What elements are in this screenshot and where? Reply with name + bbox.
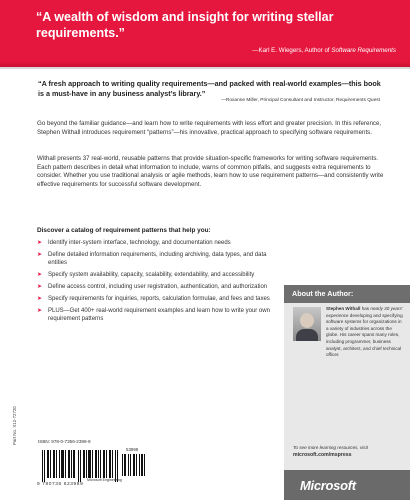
bullet-arrow-icon: ➤	[37, 308, 43, 315]
bullet-arrow-icon: ➤	[37, 252, 43, 259]
author-bio-prefix: has	[360, 306, 371, 311]
list-item	[37, 308, 277, 324]
banner-attribution-title: Software Requirements	[331, 47, 396, 54]
list-item	[37, 240, 277, 248]
banner-attribution-prefix: —Karl E. Wiegers, Author of	[252, 47, 332, 54]
barcode-digits: 9 780735 623989	[37, 482, 84, 487]
banner-divider	[0, 67, 410, 69]
banner-quote: “A wealth of wisdom and insight for writing stellar requirements.”	[36, 10, 334, 40]
list-item-text: Specify requirements for inquiries, reports, calculation formulae, and fees and taxes	[48, 296, 270, 303]
list-item	[37, 252, 277, 268]
isbn: ISBN: 978-0-7356-2398-9	[38, 439, 91, 444]
list-item	[37, 272, 277, 280]
author-heading: About the Author:	[292, 289, 354, 298]
author-bio-experience: nearly 30 years' experience	[326, 306, 403, 318]
bullet-arrow-icon: ➤	[37, 284, 43, 291]
intro-paragraph: Go beyond the familiar guidance—and learn how to write requirements with less effort and greater precision. In this reference, Stephen Withall introduces requirement “patterns”—his innovative, practical approach to specifying software requirements.	[37, 120, 382, 136]
banner-attribution	[252, 47, 396, 54]
list-item-text: Specify system availability, capacity, scalability, extendability, and accessibility	[48, 271, 255, 278]
review-quote: “A fresh approach to writing quality requirements—and packed with real-world examples—this book is a must-have in any business analyst’s library.”	[38, 79, 381, 98]
bullet-arrow-icon: ➤	[37, 240, 43, 246]
resources-note	[293, 445, 405, 458]
catalog-heading: Discover a catalog of requirement patterns that help you:	[37, 227, 211, 234]
author-name: Stephen Withall	[326, 306, 361, 311]
resources-text: To see more learning resources, visit	[293, 445, 368, 450]
barcode-supplement-number: 53999	[126, 447, 139, 452]
description-paragraph: Withall presents 37 real-world, reusable patterns that provide situation-specific frameworks for writing software requirements. Each pattern describes in detail what information to include, warns of common pitfalls, and suggests extra requirements to consider. Whether you use traditional analysis or agile methods, learn how to use requirement patterns—and consistently write effective requirements for successful software development.	[37, 155, 384, 188]
supplement-barcode-icon	[122, 450, 146, 476]
author-bio	[293, 306, 403, 359]
bullet-arrow-icon: ➤	[37, 271, 43, 278]
resources-link[interactable]: microsoft.com/mspress	[293, 451, 352, 458]
list-item-text: PLUS—Get 400+ real-world requirement examples and learn how to write your own requirement patterns	[48, 308, 270, 323]
author-heading-bar	[284, 285, 410, 303]
list-item-text: Define access control, including user registration, authentication, and authorization	[48, 284, 268, 291]
list-item	[37, 296, 277, 304]
part-number: Part No. X12-72720	[12, 406, 17, 445]
list-item-text: Define detailed information requirements, including archiving, data types, and data entities	[48, 252, 267, 266]
list-item	[37, 284, 277, 292]
barcode-caption: Microsoft Engineering	[87, 478, 122, 482]
author-bio-rest: developing and specifying software systems for organizations in a variety of industries across the globe. His career spans many roles, including programmer, business analyst, architect, and chief technical officer.	[326, 312, 403, 358]
review-quote-attribution: —Roxanne Miller, Principal Consultant and Instructor, Requirements Quest	[221, 98, 380, 103]
catalog-list	[37, 240, 277, 328]
microsoft-logo: Microsoft	[300, 478, 356, 493]
list-item-text: Identify inter-system interface, technology, and documentation needs	[48, 240, 231, 246]
bullet-arrow-icon: ➤	[37, 296, 43, 303]
